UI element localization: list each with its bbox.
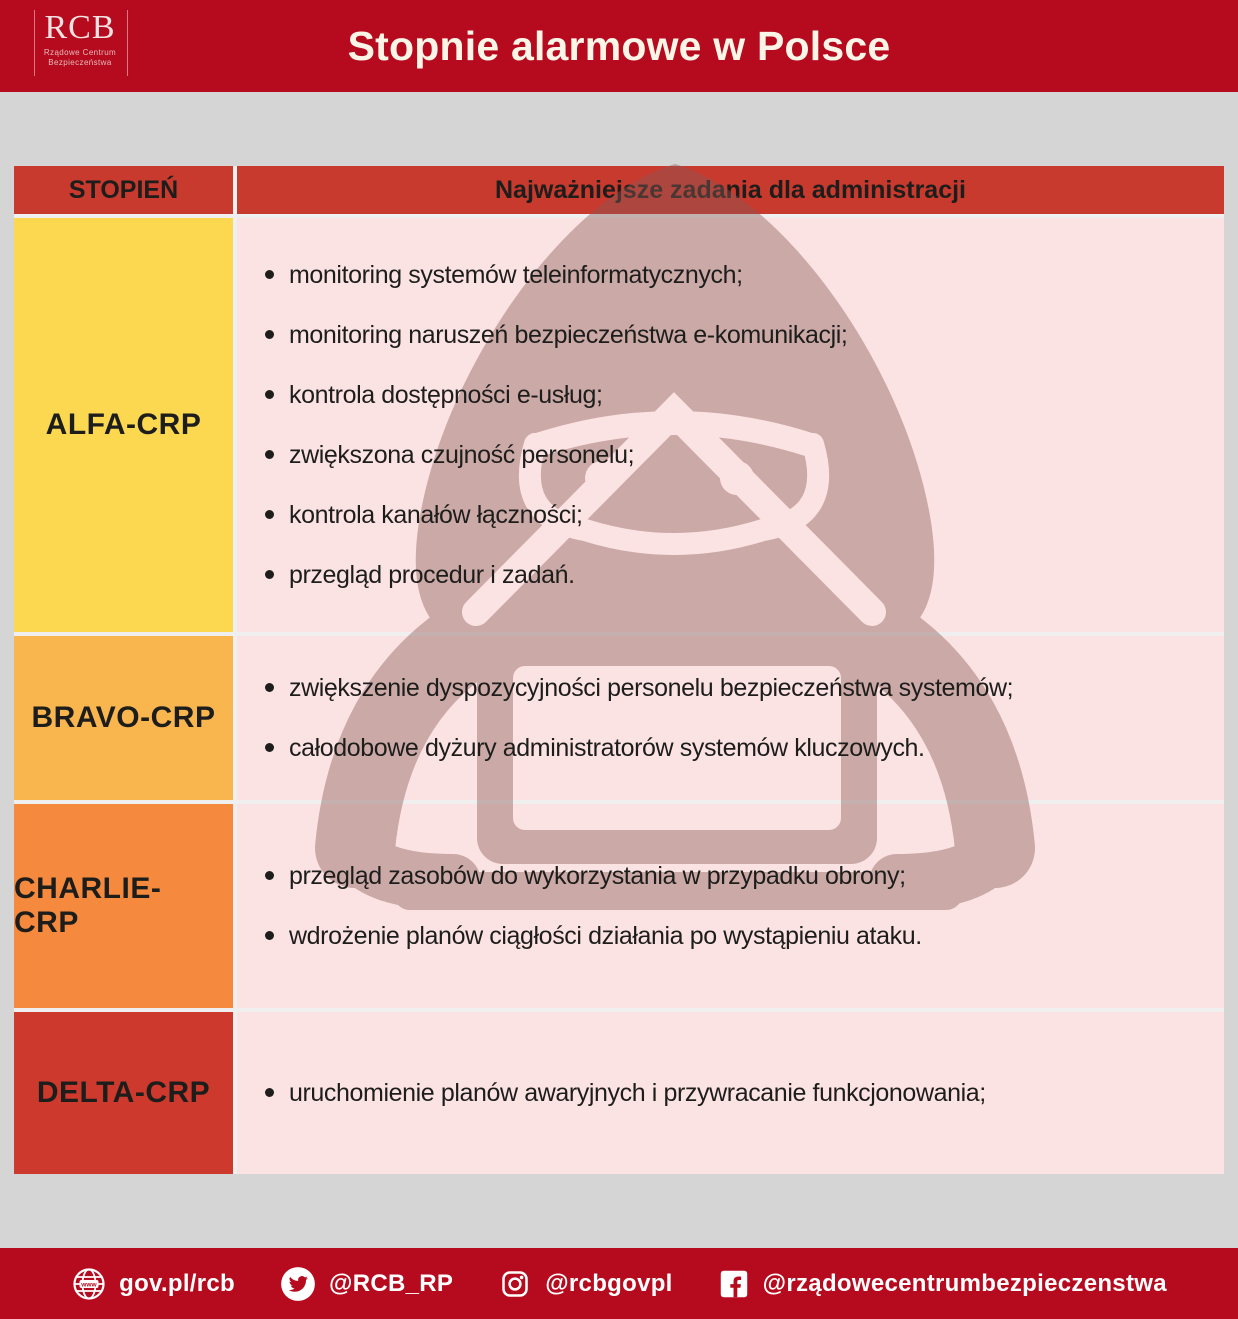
- task-list: [237, 1080, 1006, 1107]
- level-cell-bravo: BRAVO-CRP: [14, 636, 233, 800]
- task-text: wdrożenie planów ciągłości działania po wystąpieniu ataku.: [289, 921, 922, 950]
- level-cell-alfa: ALFA-CRP: [14, 218, 233, 632]
- bullet-icon: [265, 871, 274, 880]
- bullet-icon: [265, 1088, 274, 1097]
- page-title: Stopnie alarmowe w Polsce: [347, 22, 891, 69]
- facebook-handle: @rządowecentrumbezpieczenstwa: [762, 1269, 1167, 1297]
- bullet-icon: [265, 270, 274, 279]
- website-handle: gov.pl/rcb: [119, 1269, 236, 1297]
- footer-link-facebook[interactable]: [717, 1267, 1167, 1301]
- level-cell-delta: DELTA-CRP: [14, 1012, 233, 1174]
- task-list: [237, 675, 1033, 762]
- rcb-logo-acronym: RCB: [44, 9, 116, 46]
- tasks-cell-alfa: [237, 218, 1224, 632]
- task-text: monitoring systemów teleinformatycznych;: [289, 260, 743, 289]
- facebook-icon: [717, 1267, 751, 1301]
- bullet-icon: [265, 510, 274, 519]
- task-list: [237, 262, 867, 589]
- rcb-logo: [30, 6, 130, 86]
- svg-text:www: www: [81, 1281, 97, 1289]
- globe-icon: [71, 1266, 107, 1302]
- tasks-cell-charlie: [237, 804, 1224, 1008]
- bullet-icon: [265, 683, 274, 692]
- task-text: zwiększenie dyspozycyjności personelu bezpieczeństwa systemów;: [289, 673, 1014, 702]
- bullet-icon: [265, 450, 274, 459]
- bullet-icon: [265, 743, 274, 752]
- instagram-icon: [497, 1266, 533, 1302]
- task-text: kontrola kanałów łączności;: [289, 500, 583, 529]
- task-text: monitoring naruszeń bezpieczeństwa e-komunikacji;: [289, 320, 848, 349]
- footer-link-website[interactable]: [71, 1266, 235, 1302]
- level-cell-charlie: CHARLIE- CRP: [14, 804, 233, 1008]
- column-header-tasks: Najważniejsze zadania dla administracji: [237, 166, 1224, 214]
- instagram-handle: @rcbgovpl: [545, 1269, 673, 1297]
- task-item: [265, 442, 847, 469]
- column-header-level: STOPIEŃ: [14, 166, 233, 214]
- task-item: [265, 1080, 986, 1107]
- task-text: zwiększona czujność personelu;: [289, 440, 635, 469]
- task-item: [265, 382, 847, 409]
- task-text: przegląd procedur i zadań.: [289, 560, 575, 589]
- footer-link-twitter[interactable]: [279, 1265, 453, 1303]
- task-text: całodobowe dyżury administratorów systemów kluczowych.: [289, 733, 925, 762]
- task-item: [265, 923, 922, 950]
- tasks-cell-bravo: [237, 636, 1224, 800]
- task-text: kontrola dostępności e-usług;: [289, 380, 603, 409]
- bullet-icon: [265, 570, 274, 579]
- footer-bar: [0, 1248, 1238, 1319]
- footer-link-instagram[interactable]: [497, 1266, 672, 1302]
- twitter-icon: [279, 1265, 317, 1303]
- logo-divider-right: [127, 10, 128, 76]
- task-item: [265, 675, 1013, 702]
- top-bar: [0, 0, 1238, 92]
- task-item: [265, 502, 847, 529]
- task-item: [265, 562, 847, 589]
- rcb-logo-subtitle-1: Rządowe Centrum: [43, 48, 117, 57]
- task-list: [237, 863, 942, 950]
- logo-divider-left: [34, 10, 35, 76]
- alert-levels-table: [14, 166, 1224, 1174]
- task-item: [265, 863, 922, 890]
- rcb-logo-subtitle-2: Bezpieczeństwa: [48, 58, 112, 67]
- bullet-icon: [265, 931, 274, 940]
- task-item: [265, 262, 847, 289]
- task-item: [265, 322, 847, 349]
- twitter-handle: @RCB_RP: [329, 1269, 454, 1297]
- task-text: uruchomienie planów awaryjnych i przywracanie funkcjonowania;: [289, 1078, 986, 1107]
- task-text: przegląd zasobów do wykorzystania w przypadku obrony;: [289, 861, 906, 890]
- bullet-icon: [265, 330, 274, 339]
- task-item: [265, 735, 1013, 762]
- tasks-cell-delta: [237, 1012, 1224, 1174]
- bullet-icon: [265, 390, 274, 399]
